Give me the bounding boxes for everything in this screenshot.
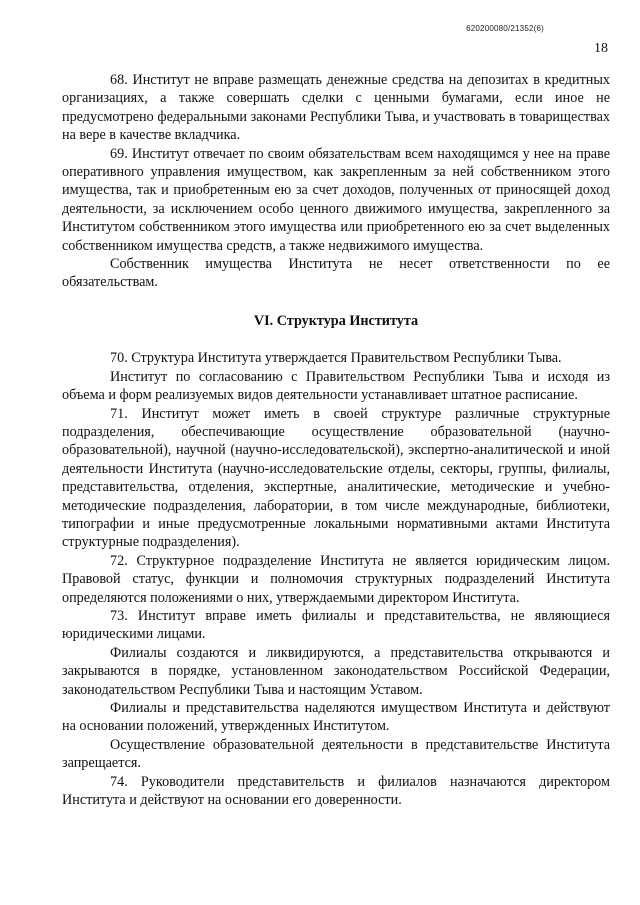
paragraph-owner-liability: Собственник имущества Института не несет ответственности по ее обязательствам. bbox=[62, 256, 610, 291]
page-number: 18 bbox=[594, 41, 608, 56]
paragraph-branches-property: Филиалы и представительства наделяются имуществом Института и действуют на основании положений, утвержденных Институтом. bbox=[62, 700, 610, 735]
paragraph-72: 72. Структурное подразделение Института не является юридическим лицом. Правовой статус, функции и полномочия структурных подразделений Института определяются положениями о них, утверждаемыми директором Института. bbox=[62, 552, 610, 606]
paragraph-education-ban: Осуществление образовательной деятельности в представительстве Института запрещается. bbox=[62, 736, 610, 772]
paragraph-68: 68. Институт не вправе размещать денежные средства на депозитах в кредитных организациях, а также совершать сделки с ценными бумагами, если иное не предусмотрено федеральными законами Республики Тыва, и участвовать в товариществах на вере в качестве вкладчика. bbox=[62, 72, 610, 144]
paragraph-74: 74. Руководители представительств и филиалов назначаются директором Института и действуют на основании его доверенности. bbox=[62, 773, 610, 809]
document-body bbox=[62, 71, 610, 809]
paragraph-staffing: Институт по согласованию с Правительством Республики Тыва и исходя из объема и форм реализуемых видов деятельности устанавливает штатное расписание. bbox=[62, 368, 610, 404]
paragraph-70: 70. Структура Института утверждается Правительством Республики Тыва. bbox=[110, 350, 562, 367]
paragraph-69: 69. Институт отвечает по своим обязательствам всем находящимся у нее на праве оперативного управления имуществом, как закрепленным за ней собственником этого имущества, так и приобретенным ею за счет доходов, полученных от приносящей доход деятельности, за исключением особо ценного движимого имущества, закрепленного за Институтом собственником этого имущества или приобретенного ею за счет выделенных собственником имущества средств, а также недвижимого имущества. bbox=[62, 145, 610, 254]
paragraph-71: 71. Институт может иметь в своей структуре различные структурные подразделения, обеспечивающие осуществление образовательной (научно-образовательной), научной (научно-исследовательской), экспертно-аналитической и иной деятельности Института (научно-исследовательские отделы, секторы, группы, филиалы, представительства, отделения, экспертные, аналитические, методические и учебно-методические подразделения, лаборатории, в том числе международные, библиотеки, типографии и иные предусмотренные локальными нормативными актами Института структурные подразделения). bbox=[62, 405, 610, 551]
document-id: 620200080/21352(6) bbox=[466, 24, 544, 33]
section-heading: VI. Структура Института bbox=[253, 312, 419, 329]
paragraph-73: 73. Институт вправе иметь филиалы и представительства, не являющиеся юридическими лицами. bbox=[62, 607, 610, 643]
paragraph-branches-creation: Филиалы создаются и ликвидируются, а представительства открываются и закрываются в порядке, установленном законодательством Российской Федерации, законодательством Республики Тыва и настоящим Уставом. bbox=[62, 644, 610, 698]
